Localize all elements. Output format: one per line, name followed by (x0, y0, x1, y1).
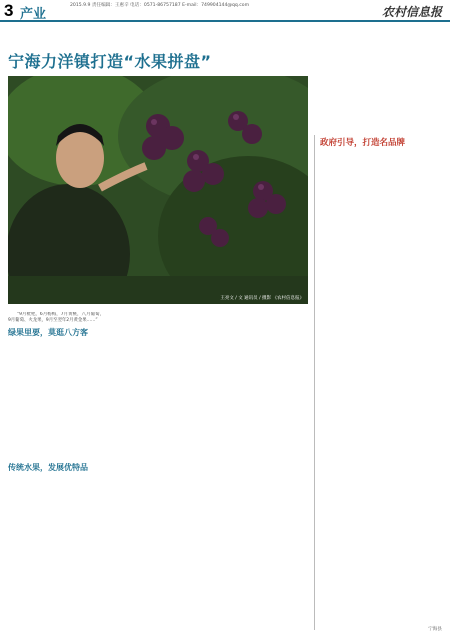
intro-paragraph: “9月枇杷，6月杨梅，7月黄桃，八月葡萄，9月葡萄、火龙果，9月至翌年2月黄金果……” (8, 312, 104, 324)
body-col-1 (8, 345, 104, 457)
headline: 宁海力洋镇打造“水果拼盘” (8, 52, 212, 71)
photo-caption: 王亮文 / 文 通讯员 / 摄影 《农村信息报》 (220, 296, 304, 301)
paper-name: 农村信息报 (381, 5, 442, 19)
subhead-2: 传统水果，发展优特品 (8, 463, 88, 472)
meta-line: 2015.9.9 责任编辑：王惠辛 电话：0571-86757187 E-mail：749904144@qq.com (70, 3, 250, 8)
body-col-3 (214, 345, 310, 625)
body-col-1b (8, 480, 104, 628)
sidebar-rule (314, 135, 315, 630)
body-col-2 (112, 345, 208, 625)
photo-illustration (8, 76, 308, 304)
masthead (0, 0, 450, 22)
article-photo (8, 76, 308, 304)
sidebar-body (320, 150, 442, 620)
byline: 宁海县 (428, 627, 442, 632)
subhead-1: 绿果里要，莫逛八方客 (8, 328, 88, 337)
page-number: 3 (4, 1, 14, 20)
sidebar-title: 政府引导，打造名品牌 (320, 138, 406, 148)
section-name: 产业 (20, 7, 47, 22)
